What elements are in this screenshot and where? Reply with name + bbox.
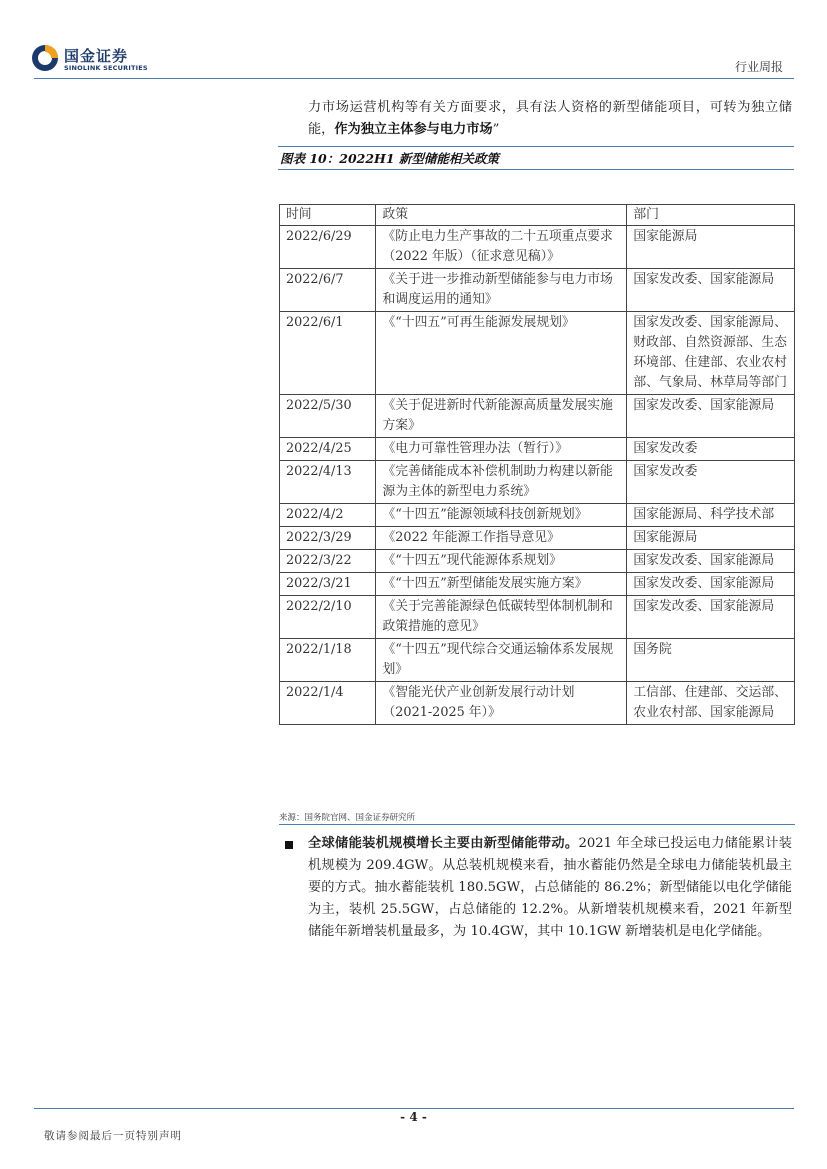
cell-date: 2022/5/30 bbox=[280, 395, 376, 438]
table-row bbox=[280, 573, 795, 596]
source-rule bbox=[279, 824, 795, 825]
column-header-date: 时间 bbox=[280, 205, 376, 226]
cell-policy: 《2022 年能源工作指导意见》 bbox=[376, 527, 627, 550]
cell-dept: 国家能源局、科学技术部 bbox=[627, 504, 795, 527]
column-header-policy: 政策 bbox=[376, 205, 627, 226]
figure-title: 图表 10：2022H1 新型储能相关政策 bbox=[280, 151, 499, 166]
cell-policy: 《完善储能成本补偿机制助力构建以新能源为主体的新型电力系统》 bbox=[376, 461, 627, 504]
logo-name-en: SINOLINK SECURITIES bbox=[64, 64, 148, 72]
cell-policy: 《防止电力生产事故的二十五项重点要求（2022 年版）（征求意见稿）》 bbox=[376, 226, 627, 269]
cell-policy: 《“十四五”可再生能源发展规划》 bbox=[376, 312, 627, 395]
cell-date: 2022/6/7 bbox=[280, 269, 376, 312]
footer-rule bbox=[34, 1108, 794, 1109]
disclaimer-note: 敬请参阅最后一页特别声明 bbox=[44, 1130, 182, 1142]
page-number: - 4 - bbox=[400, 1110, 427, 1124]
header-rule bbox=[34, 78, 794, 79]
page-header bbox=[0, 0, 827, 80]
cell-date: 2022/3/29 bbox=[280, 527, 376, 550]
intro-bold-phrase: 作为独立主体参与电力市场 bbox=[334, 122, 493, 137]
cell-dept: 国家发改委、国家能源局、财政部、自然资源部、生态环境部、住建部、农业农村部、气象局、林草局等部门 bbox=[627, 312, 795, 395]
table-row bbox=[280, 226, 795, 269]
table-row bbox=[280, 639, 795, 682]
cell-dept: 国家能源局 bbox=[627, 527, 795, 550]
cell-date: 2022/2/10 bbox=[280, 596, 376, 639]
cell-dept: 国务院 bbox=[627, 639, 795, 682]
figure-source: 来源：国务院官网、国金证券研究所 bbox=[279, 813, 416, 823]
cell-dept: 国家能源局 bbox=[627, 226, 795, 269]
table-row bbox=[280, 504, 795, 527]
cell-policy: 《关于完善能源绿色低碳转型体制机制和政策措施的意见》 bbox=[376, 596, 627, 639]
cell-date: 2022/4/2 bbox=[280, 504, 376, 527]
intro-paragraph: 力市场运营机构等有关方面要求，具有法人资格的新型储能项目，可转为独立储能，作为独立主体参与电力市场” bbox=[308, 100, 792, 137]
report-type-label: 行业周报 bbox=[734, 60, 783, 74]
table-row bbox=[280, 312, 795, 395]
table-row bbox=[280, 395, 795, 438]
policy-table-body bbox=[280, 226, 795, 725]
cell-dept: 国家发改委 bbox=[627, 461, 795, 504]
cell-date: 2022/6/29 bbox=[280, 226, 376, 269]
cell-date: 2022/4/25 bbox=[280, 438, 376, 461]
cell-policy: 《关于进一步推动新型储能参与电力市场和调度运用的通知》 bbox=[376, 269, 627, 312]
cell-dept: 工信部、住建部、交运部、农业农村部、国家能源局 bbox=[627, 682, 795, 725]
table-row bbox=[280, 550, 795, 573]
figure-title-bar bbox=[278, 146, 794, 170]
cell-date: 2022/1/18 bbox=[280, 639, 376, 682]
cell-policy: 《“十四五”现代综合交通运输体系发展规划》 bbox=[376, 639, 627, 682]
cell-dept: 国家发改委、国家能源局 bbox=[627, 269, 795, 312]
cell-policy: 《“十四五”现代能源体系规划》 bbox=[376, 550, 627, 573]
cell-policy: 《“十四五”新型储能发展实施方案》 bbox=[376, 573, 627, 596]
table-row bbox=[280, 461, 795, 504]
logo-name-cn: 国金证券 bbox=[64, 47, 129, 65]
cell-policy: 《“十四五”能源领域科技创新规划》 bbox=[376, 504, 627, 527]
bullet-square-icon bbox=[285, 841, 293, 849]
table-row bbox=[280, 596, 795, 639]
table-row bbox=[280, 269, 795, 312]
bullet-paragraph: 全球储能装机规模增长主要由新型储能带动。2021 年全球已投运电力储能累计装机规模为 209.4GW。从总装机规模来看，抽水蓄能仍然是全球电力储能装机最主要的方式。抽水蓄能装机 180.5GW，占总储能的 86.2%；新型储能以电化学储能为主，装机 25.5GW，占总储能的 12.2%。从新增装机规模来看，2021 年新型储能年新增装机量最多，为 10.4GW，其中 10.1GW 新增装机是电化学储能。 bbox=[308, 836, 792, 939]
cell-date: 2022/3/21 bbox=[280, 573, 376, 596]
table-row bbox=[280, 438, 795, 461]
table-row bbox=[280, 682, 795, 725]
cell-date: 2022/6/1 bbox=[280, 312, 376, 395]
cell-policy: 《电力可靠性管理办法（暂行）》 bbox=[376, 438, 627, 461]
cell-dept: 国家发改委、国家能源局 bbox=[627, 596, 795, 639]
cell-dept: 国家发改委、国家能源局 bbox=[627, 573, 795, 596]
column-header-dept: 部门 bbox=[627, 205, 795, 226]
cell-dept: 国家发改委 bbox=[627, 438, 795, 461]
cell-policy: 《智能光伏产业创新发展行动计划（2021-2025 年）》 bbox=[376, 682, 627, 725]
company-logo-icon bbox=[31, 44, 59, 72]
cell-policy: 《关于促进新时代新能源高质量发展实施方案》 bbox=[376, 395, 627, 438]
cell-date: 2022/3/22 bbox=[280, 550, 376, 573]
table-header-row bbox=[280, 205, 795, 226]
policy-table bbox=[279, 204, 795, 725]
table-row bbox=[280, 527, 795, 550]
cell-date: 2022/4/13 bbox=[280, 461, 376, 504]
bullet-bold-lead: 全球储能装机规模增长主要由新型储能带动。 bbox=[308, 836, 579, 851]
cell-dept: 国家发改委、国家能源局 bbox=[627, 395, 795, 438]
cell-dept: 国家发改委、国家能源局 bbox=[627, 550, 795, 573]
cell-date: 2022/1/4 bbox=[280, 682, 376, 725]
